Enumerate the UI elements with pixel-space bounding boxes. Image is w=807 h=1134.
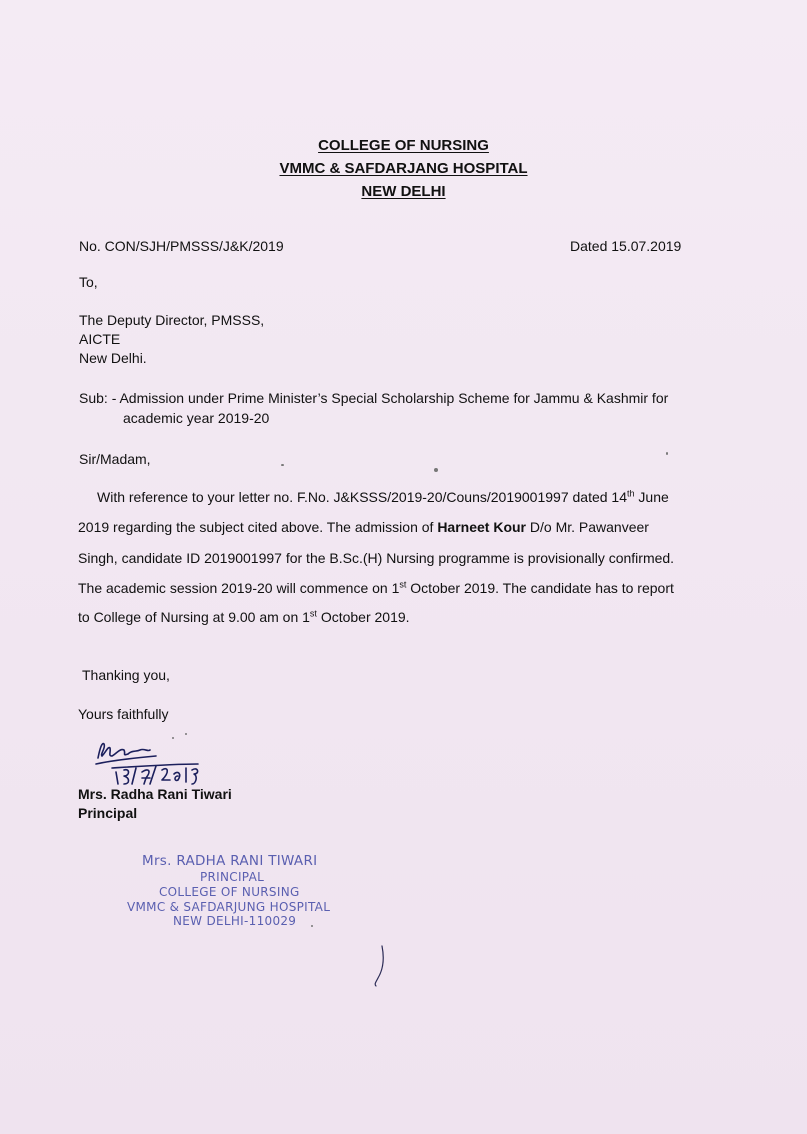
header-line-2: VMMC & SAFDARJANG HOSPITAL (279, 160, 528, 177)
body-line-2: 2019 regarding the subject cited above. The admission of Harneet Kour D/o Mr. Pawanveer (78, 519, 649, 535)
salutation: Sir/Madam, (79, 451, 151, 467)
to-label: To, (79, 274, 98, 290)
pen-mark (372, 944, 388, 988)
paper-speck (172, 737, 174, 739)
address-line-3: New Delhi. (79, 350, 147, 366)
paper-speck (434, 468, 438, 472)
address-line-2: AICTE (79, 331, 121, 347)
stamp-line-2: PRINCIPAL (200, 870, 265, 884)
paper-speck (281, 464, 284, 466)
reference-number: No. CON/SJH/PMSSS/J&K/2019 (79, 238, 284, 254)
stamp-line-3: COLLEGE OF NURSING (159, 885, 300, 899)
letter-date: Dated 15.07.2019 (570, 238, 682, 254)
stamp-line-1: Mrs. RADHA RANI TIWARI (142, 853, 318, 869)
body-line-1: With reference to your letter no. F.No. J&KSSS/2019-20/Couns/2019001997 dated 14th June (97, 488, 669, 505)
subject-line-1: Sub: - Admission under Prime Minister’s Special Scholarship Scheme for Jammu & Kashmir for (79, 390, 669, 406)
body-line-4: The academic session 2019-20 will commence on 1st October 2019. The candidate has to report (78, 579, 674, 596)
yours-faithfully: Yours faithfully (78, 706, 169, 722)
paper-speck (311, 925, 313, 927)
stamp-line-5: NEW DELHI-110029 (173, 914, 297, 928)
address-line-1: The Deputy Director, PMSSS, (79, 312, 265, 328)
body-line-5: to College of Nursing at 9.00 am on 1st October 2019. (78, 608, 410, 625)
header-line-1: COLLEGE OF NURSING (318, 137, 489, 154)
stamp-line-4: VMMC & SAFDARJUNG HOSPITAL (127, 900, 331, 914)
handwritten-signature (94, 738, 214, 786)
candidate-name: Harneet Kour (437, 519, 526, 535)
signatory-title: Principal (78, 805, 138, 821)
paper-speck (185, 733, 187, 735)
signatory-name: Mrs. Radha Rani Tiwari (78, 786, 232, 802)
header-line-3: NEW DELHI (361, 183, 446, 200)
paper-speck (666, 452, 668, 455)
thanking-you: Thanking you, (82, 667, 170, 683)
subject-line-2: academic year 2019-20 (123, 410, 270, 426)
body-line-3: Singh, candidate ID 2019001997 for the B.Sc.(H) Nursing programme is provisionally confirmed. (78, 550, 675, 566)
